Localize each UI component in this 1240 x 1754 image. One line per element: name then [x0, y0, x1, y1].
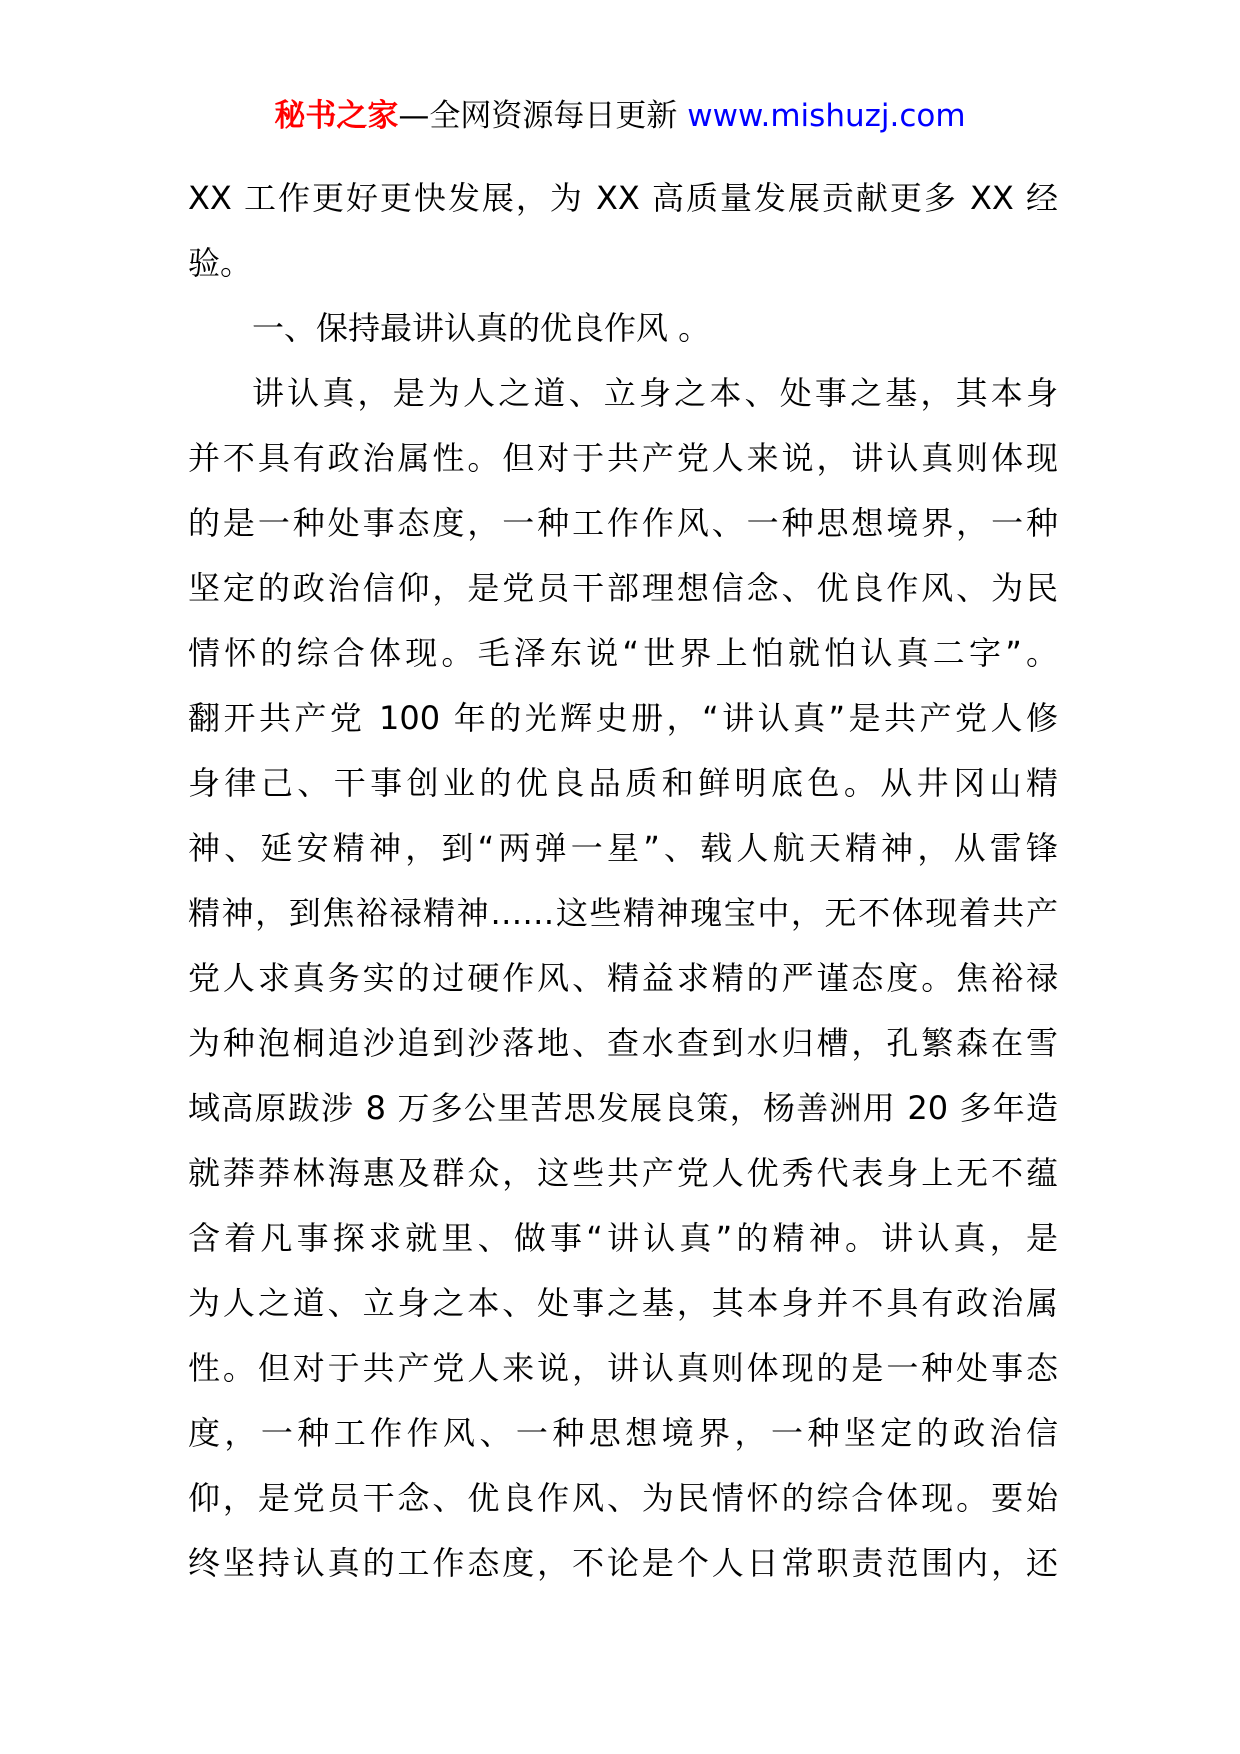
text-line: 为种泡桐追沙追到沙落地、查水查到水归槽，孔繁森在雪: [188, 1024, 1058, 1062]
text-line: 并不具有政治属性。但对于共产党人来说，讲认真则体现: [188, 439, 1058, 477]
text-line: 为人之道、立身之本、处事之基，其本身并不具有政治属: [188, 1284, 1058, 1322]
text-line: 性。但对于共产党人来说，讲认真则体现的是一种处事态: [188, 1349, 1058, 1387]
text-line: 验。: [188, 244, 253, 282]
text-line: 含着凡事探求就里、做事“讲认真”的精神。讲认真，是: [188, 1219, 1058, 1257]
document-body: [188, 166, 1058, 1596]
text-line: 终坚持认真的工作态度，不论是个人日常职责范围内，还: [188, 1544, 1058, 1582]
text-line: 神、延安精神，到“两弹一星”、载人航天精神，从雷锋: [188, 829, 1058, 867]
brand-name: 秘书之家: [274, 98, 399, 134]
text-line: 情怀的综合体现。毛泽东说“世界上怕就怕认真二字”。: [188, 634, 1058, 672]
text-line: 就莽莽林海惠及群众，这些共产党人优秀代表身上无不蕴: [188, 1154, 1058, 1192]
header-url[interactable]: www.mishuzj.com: [687, 98, 966, 134]
text-line: 坚定的政治信仰，是党员干部理想信念、优良作风、为民: [188, 569, 1058, 607]
text-line: 讲认真，是为人之道、立身之本、处事之基，其本身: [252, 374, 1058, 412]
page-header: [0, 96, 1240, 136]
section-heading: 一、保持最讲认真的优良作风 。: [252, 309, 711, 347]
text-line: 仰，是党员干念、优良作风、为民情怀的综合体现。要始: [188, 1479, 1058, 1517]
text-line: 精神，到焦裕禄精神……这些精神瑰宝中，无不体现着共产: [188, 894, 1058, 932]
text-line: 党人求真务实的过硬作风、精益求精的严谨态度。焦裕禄: [188, 959, 1058, 997]
text-line: 度，一种工作作风、一种思想境界，一种坚定的政治信: [188, 1414, 1058, 1452]
text-line: 域高原跋涉 8 万多公里苦思发展良策，杨善洲用 20 多年造: [188, 1089, 1058, 1127]
text-line: XX 工作更好更快发展，为 XX 高质量发展贡献更多 XX 经: [188, 179, 1058, 217]
text-line: 身律己、干事创业的优良品质和鲜明底色。从井冈山精: [188, 764, 1058, 802]
text-line: 的是一种处事态度，一种工作作风、一种思想境界，一种: [188, 504, 1058, 542]
header-tagline: —全网资源每日更新: [398, 98, 688, 134]
text-line: 翻开共产党 100 年的光辉史册，“讲认真”是共产党人修: [188, 699, 1058, 737]
